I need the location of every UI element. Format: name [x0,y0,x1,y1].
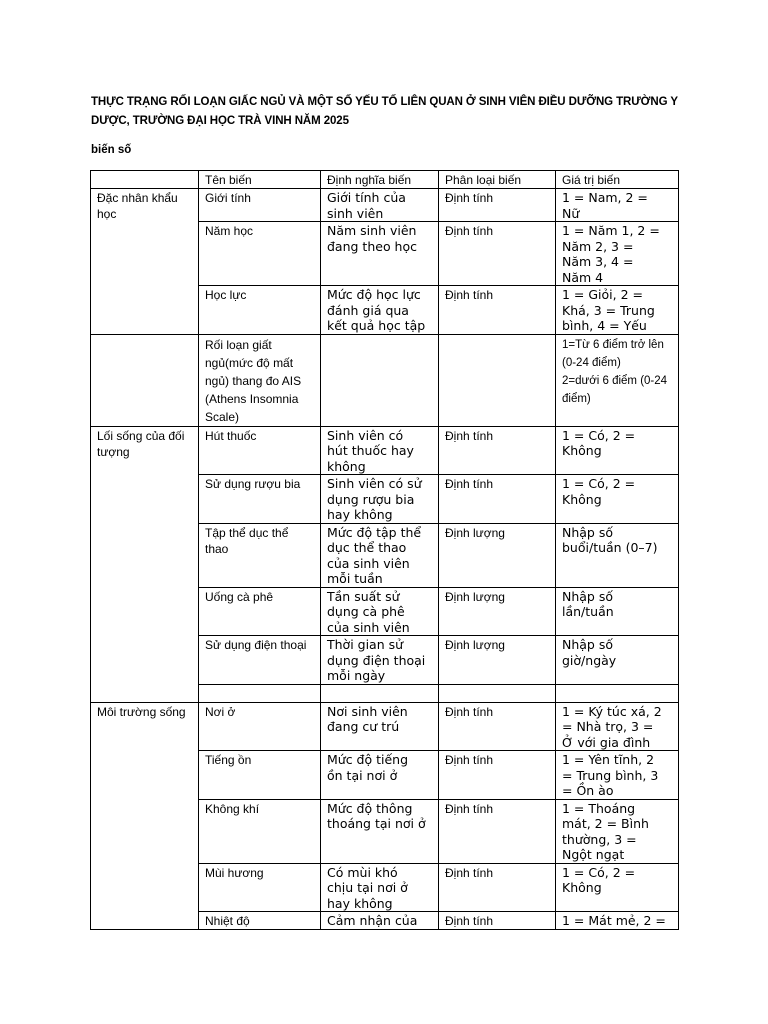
group-cell: Lối sống của đối tượng [91,426,199,702]
header-definition: Định nghĩa biến [321,171,439,189]
variable-values: 1 = Thoáng mát, 2 = Bình thường, 3 = Ngột ngạt [556,799,679,863]
variable-name: Tập thể dục thể thao [199,523,321,587]
variable-name: Nhiệt độ [199,912,321,930]
variable-name [199,684,321,702]
table-row [91,702,679,751]
variable-type: Định tính [439,286,556,335]
variable-type: Định tính [439,189,556,222]
variable-definition: Cảm nhận của [321,912,439,930]
variable-name: Sử dụng điện thoại [199,636,321,685]
variable-definition: Mức độ học lực đánh giá qua kết quả học tập [321,286,439,335]
variable-values: 1 = Có, 2 = Không [556,475,679,524]
variable-type: Định tính [439,222,556,286]
variable-type [439,684,556,702]
header-name: Tên biến [199,171,321,189]
variable-name: Học lực [199,286,321,335]
variable-definition [321,684,439,702]
variable-type: Định tính [439,863,556,912]
variable-type: Định lượng [439,523,556,587]
variable-values: 1 = Mát mẻ, 2 = [556,912,679,930]
variable-values [556,684,679,702]
variable-definition: Thời gian sử dụng điện thoại mỗi ngày [321,636,439,685]
variable-definition: Mức độ thông thoáng tại nơi ở [321,799,439,863]
variable-definition: Có mùi khó chịu tại nơi ở hay không [321,863,439,912]
variable-definition: Tần suất sử dụng cà phê của sinh viên [321,587,439,636]
variable-name: Giới tính [199,189,321,222]
variable-definition: Mức độ tập thể dục thể thao của sinh viên mỗi tuần [321,523,439,587]
variable-values: 1 = Có, 2 = Không [556,863,679,912]
variable-name: Nơi ở [199,702,321,751]
header-group [91,171,199,189]
variable-definition [321,334,439,426]
table-row [91,426,679,475]
variable-definition: Mức độ tiếng ồn tại nơi ở [321,751,439,800]
variable-values: Nhập số buổi/tuần (0–7) [556,523,679,587]
document-title: THỰC TRẠNG RỐI LOẠN GIẤC NGỦ VÀ MỘT SỐ YẾU TỐ LIÊN QUAN Ở SINH VIÊN ĐIỀU DƯỠNG TRƯỜNG Y DƯỢC, TRƯỜNG ĐẠI HỌC TRÀ VINH NĂM 2025 [91,96,678,127]
section-label: biến số [91,144,132,156]
variable-values: Nhập số lần/tuần [556,587,679,636]
variable-name: Năm học [199,222,321,286]
group-cell: Môi trường sống [91,702,199,930]
variable-definition: Sinh viên có hút thuốc hay không [321,426,439,475]
header-values: Giá trị biến [556,171,679,189]
variable-definition: Sinh viên có sử dụng rượu bia hay không [321,475,439,524]
variable-values: 1 = Có, 2 = Không [556,426,679,475]
variable-values: 1 = Ký túc xá, 2 = Nhà trọ, 3 = Ở với gia đình [556,702,679,751]
group-cell [91,334,199,426]
variable-name: Hút thuốc [199,426,321,475]
variable-name: Uống cà phê [199,587,321,636]
variable-type: Định tính [439,426,556,475]
variable-values: 1 = Yên tĩnh, 2 = Trung bình, 3 = Ồn ào [556,751,679,800]
variable-values: 1 = Nam, 2 = Nữ [556,189,679,222]
table-row [91,334,679,426]
variable-name: Mùi hương [199,863,321,912]
variable-name: Sử dụng rượu bia [199,475,321,524]
variable-type: Định tính [439,912,556,930]
variable-values: 1 = Năm 1, 2 = Năm 2, 3 = Năm 3, 4 = Năm 4 [556,222,679,286]
variable-definition: Năm sinh viên đang theo học [321,222,439,286]
variable-type: Định tính [439,475,556,524]
variable-type [439,334,556,426]
variable-type: Định lượng [439,587,556,636]
variable-values: Nhập số giờ/ngày [556,636,679,685]
group-cell: Đặc nhân khẩu học [91,189,199,335]
variable-type: Định tính [439,702,556,751]
header-type: Phân loại biến [439,171,556,189]
variable-name: Rối loạn giất ngủ(mức độ mất ngủ) thang đo AIS (Athens Insomnia Scale) [199,334,321,426]
variable-values: 1=Từ 6 điểm trở lên (0-24 điểm) 2=dưới 6 điểm (0-24 điểm) [556,334,679,426]
variable-type: Định tính [439,751,556,800]
variable-type: Định tính [439,799,556,863]
variable-type: Định lượng [439,636,556,685]
table-row [91,189,679,222]
variable-values: 1 = Giỏi, 2 = Khá, 3 = Trung bình, 4 = Yếu [556,286,679,335]
variable-definition: Giới tính của sinh viên [321,189,439,222]
variable-name: Không khí [199,799,321,863]
variable-name: Tiếng ồn [199,751,321,800]
variables-table [90,170,679,930]
variable-definition: Nơi sinh viên đang cư trú [321,702,439,751]
table-header-row [91,171,679,189]
